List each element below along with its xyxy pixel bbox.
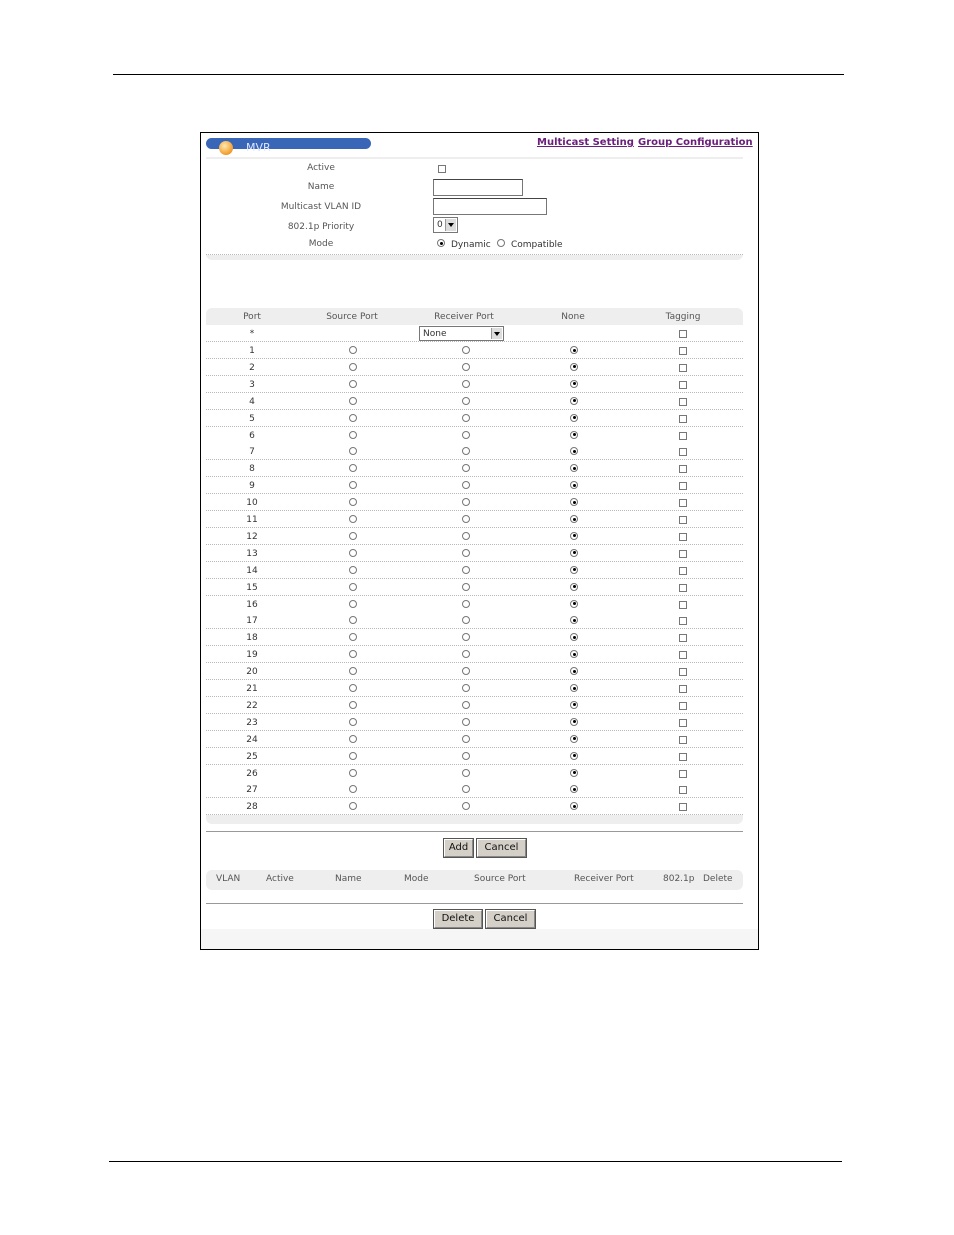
col-receiver-port-vlan: Receiver Port: [574, 874, 634, 884]
receiver-port-radio[interactable]: [462, 363, 470, 371]
none-radio[interactable]: [570, 583, 578, 591]
tagging-checkbox[interactable]: [679, 415, 687, 423]
name-row: [206, 178, 743, 198]
tagging-checkbox[interactable]: [679, 736, 687, 744]
port-table: [206, 308, 743, 824]
tagging-checkbox[interactable]: [679, 702, 687, 710]
port-row: [206, 646, 743, 663]
vlan-id-input[interactable]: [433, 198, 547, 215]
mode-label: Mode: [308, 239, 334, 249]
port-number: 21: [246, 684, 258, 694]
port-row: [206, 697, 743, 714]
tagging-checkbox[interactable]: [679, 432, 687, 440]
none-radio[interactable]: [570, 769, 578, 777]
receiver-port-radio[interactable]: [462, 650, 470, 658]
receiver-port-radio[interactable]: [462, 735, 470, 743]
tagging-checkbox[interactable]: [679, 364, 687, 372]
col-source-port-vlan: Source Port: [474, 874, 526, 884]
tagging-checkbox[interactable]: [679, 347, 687, 355]
mode-dynamic-label: Dynamic: [451, 240, 491, 250]
source-port-radio[interactable]: [349, 769, 357, 777]
tagging-checkbox[interactable]: [679, 601, 687, 609]
port-number: 2: [249, 362, 255, 373]
source-port-radio[interactable]: [349, 380, 357, 388]
none-radio[interactable]: [570, 363, 578, 371]
mode-compatible-label: Compatible: [511, 240, 563, 250]
port-row: [206, 663, 743, 680]
source-port-radio[interactable]: [349, 515, 357, 523]
col-tagging: Tagging: [665, 312, 701, 322]
col-mode: Mode: [404, 874, 429, 884]
none-radio[interactable]: [570, 498, 578, 506]
source-port-radio[interactable]: [349, 616, 357, 624]
port-row: [206, 748, 743, 765]
col-port: Port: [243, 312, 261, 322]
tagging-checkbox[interactable]: [679, 685, 687, 693]
none-radio[interactable]: [570, 701, 578, 709]
tagging-checkbox[interactable]: [679, 634, 687, 642]
priority-value: 0: [437, 220, 443, 230]
port-row: [206, 342, 743, 359]
port-number: 15: [246, 582, 258, 593]
port-row: [206, 596, 743, 613]
mode-compatible-radio[interactable]: [497, 239, 505, 247]
port-number: 14: [246, 565, 258, 576]
port-row: [206, 765, 743, 782]
receiver-port-radio[interactable]: [462, 701, 470, 709]
source-port-radio[interactable]: [349, 447, 357, 455]
tagging-checkbox[interactable]: [679, 584, 687, 592]
mvr-settings-form: [206, 157, 743, 260]
none-radio[interactable]: [570, 447, 578, 455]
source-port-radio[interactable]: [349, 718, 357, 726]
port-row: [206, 798, 743, 815]
tagging-checkbox[interactable]: [679, 770, 687, 778]
none-radio[interactable]: [570, 397, 578, 405]
col-source-port: Source Port: [326, 312, 378, 322]
tagging-checkbox[interactable]: [679, 786, 687, 794]
tagging-checkbox[interactable]: [679, 617, 687, 625]
vlan-label: Multicast VLAN ID: [280, 202, 362, 212]
source-port-radio[interactable]: [349, 414, 357, 422]
source-port-radio[interactable]: [349, 701, 357, 709]
source-port-radio[interactable]: [349, 583, 357, 591]
tagging-checkbox[interactable]: [679, 550, 687, 558]
port-row: [206, 477, 743, 494]
source-port-radio[interactable]: [349, 600, 357, 608]
port-number: 16: [246, 599, 258, 610]
none-radio[interactable]: [570, 785, 578, 793]
receiver-port-radio[interactable]: [462, 549, 470, 557]
source-port-radio[interactable]: [349, 735, 357, 743]
footer-band: [201, 929, 758, 949]
tagging-checkbox[interactable]: [679, 448, 687, 456]
port-row: [206, 376, 743, 393]
receiver-port-radio[interactable]: [462, 532, 470, 540]
source-port-radio[interactable]: [349, 481, 357, 489]
receiver-port-radio[interactable]: [462, 684, 470, 692]
port-row: [206, 612, 743, 629]
name-label: Name: [307, 182, 335, 192]
source-port-radio[interactable]: [349, 802, 357, 810]
all-ports-row: [206, 325, 743, 342]
mode-row: [206, 235, 743, 255]
source-port-radio[interactable]: [349, 566, 357, 574]
tagging-checkbox[interactable]: [679, 668, 687, 676]
tagging-checkbox[interactable]: [679, 803, 687, 811]
none-radio[interactable]: [570, 718, 578, 726]
port-number: 23: [246, 717, 258, 728]
none-radio[interactable]: [570, 684, 578, 692]
col-active: Active: [266, 874, 294, 884]
receiver-port-radio[interactable]: [462, 515, 470, 523]
port-row: [206, 460, 743, 477]
receiver-port-radio[interactable]: [462, 616, 470, 624]
cancel-button[interactable]: Cancel: [477, 839, 526, 857]
port-row: [206, 545, 743, 562]
port-row: [206, 731, 743, 748]
tagging-checkbox[interactable]: [679, 651, 687, 659]
source-port-radio[interactable]: [349, 549, 357, 557]
receiver-port-radio[interactable]: [462, 633, 470, 641]
receiver-port-radio[interactable]: [462, 380, 470, 388]
all-tagging-checkbox[interactable]: [679, 330, 687, 338]
all-receiver-select-value: None: [423, 329, 447, 339]
receiver-port-radio[interactable]: [462, 447, 470, 455]
source-port-radio[interactable]: [349, 785, 357, 793]
port-row: [206, 359, 743, 376]
receiver-port-radio[interactable]: [462, 667, 470, 675]
port-number: 24: [246, 734, 258, 745]
priority-select[interactable]: [433, 217, 458, 233]
col-vlan: VLAN: [216, 874, 241, 884]
port-row: [206, 494, 743, 511]
source-port-radio[interactable]: [349, 684, 357, 692]
source-port-radio[interactable]: [349, 431, 357, 439]
port-number: 25: [246, 751, 258, 762]
col-receiver-port: Receiver Port: [434, 312, 494, 322]
receiver-port-radio[interactable]: [462, 431, 470, 439]
port-number: 28: [246, 802, 258, 813]
port-number: 8: [249, 464, 255, 475]
none-radio[interactable]: [570, 667, 578, 675]
port-table-header: [206, 308, 743, 325]
port-number: 19: [246, 650, 258, 661]
port-number: 26: [246, 768, 258, 779]
port-number: 5: [249, 413, 255, 424]
port-row: [206, 393, 743, 410]
port-row: [206, 781, 743, 798]
port-row: [206, 410, 743, 427]
port-row: [206, 629, 743, 646]
priority-row: [206, 216, 743, 236]
port-number: 10: [246, 498, 258, 509]
none-radio[interactable]: [570, 802, 578, 810]
port-number: 27: [246, 785, 258, 796]
source-port-radio[interactable]: [349, 397, 357, 405]
vlan-table-header: [206, 870, 743, 890]
port-number: 4: [249, 396, 255, 407]
page-title: MVR: [246, 141, 271, 154]
active-label: Active: [307, 163, 335, 173]
tagging-checkbox[interactable]: [679, 398, 687, 406]
tagging-checkbox[interactable]: [679, 499, 687, 507]
receiver-port-radio[interactable]: [462, 346, 470, 354]
port-number: 6: [249, 430, 255, 441]
none-radio[interactable]: [570, 616, 578, 624]
none-radio[interactable]: [570, 464, 578, 472]
name-input[interactable]: [433, 179, 523, 196]
port-number: 3: [249, 379, 255, 390]
port-number: 12: [246, 531, 258, 542]
cancel-delete-button[interactable]: Cancel: [486, 910, 535, 928]
none-radio[interactable]: [570, 431, 578, 439]
divider: [206, 831, 743, 832]
tagging-checkbox[interactable]: [679, 482, 687, 490]
receiver-port-radio[interactable]: [462, 498, 470, 506]
source-port-radio[interactable]: [349, 667, 357, 675]
none-radio[interactable]: [570, 515, 578, 523]
port-number: 9: [249, 481, 255, 492]
port-number: 13: [246, 548, 258, 559]
none-radio[interactable]: [570, 633, 578, 641]
active-checkbox[interactable]: [438, 165, 446, 173]
page-header-rule: [113, 74, 844, 75]
tagging-checkbox[interactable]: [679, 516, 687, 524]
port-row: [206, 714, 743, 731]
all-ports-marker: *: [249, 329, 255, 339]
port-row: [206, 562, 743, 579]
tagging-checkbox[interactable]: [679, 533, 687, 541]
source-port-radio[interactable]: [349, 498, 357, 506]
port-number: 17: [246, 616, 258, 627]
receiver-port-radio[interactable]: [462, 464, 470, 472]
col-priority: 802.1p: [663, 874, 695, 884]
receiver-port-radio[interactable]: [462, 752, 470, 760]
tagging-checkbox[interactable]: [679, 465, 687, 473]
source-port-radio[interactable]: [349, 346, 357, 354]
port-row: [206, 579, 743, 596]
chevron-down-icon: [491, 328, 502, 339]
receiver-port-radio[interactable]: [462, 414, 470, 422]
receiver-port-radio[interactable]: [462, 566, 470, 574]
receiver-port-radio[interactable]: [462, 583, 470, 591]
mode-dynamic-radio[interactable]: [437, 239, 445, 247]
none-radio[interactable]: [570, 735, 578, 743]
all-receiver-select[interactable]: [419, 326, 504, 341]
receiver-port-radio[interactable]: [462, 769, 470, 777]
port-number: 20: [246, 667, 258, 678]
col-delete: Delete: [703, 874, 733, 884]
tagging-checkbox[interactable]: [679, 567, 687, 575]
page-footer-rule: [109, 1161, 842, 1162]
multicast-setting-link[interactable]: Multicast Setting: [537, 137, 634, 148]
receiver-port-radio[interactable]: [462, 600, 470, 608]
none-radio[interactable]: [570, 566, 578, 574]
port-number: 1: [249, 346, 255, 356]
add-button[interactable]: Add: [444, 839, 473, 857]
tagging-checkbox[interactable]: [679, 381, 687, 389]
mvr-screen: [200, 132, 759, 950]
receiver-port-radio[interactable]: [462, 718, 470, 726]
none-radio[interactable]: [570, 481, 578, 489]
tagging-checkbox[interactable]: [679, 753, 687, 761]
source-port-radio[interactable]: [349, 633, 357, 641]
none-radio[interactable]: [570, 549, 578, 557]
none-radio[interactable]: [570, 600, 578, 608]
source-port-radio[interactable]: [349, 532, 357, 540]
receiver-port-radio[interactable]: [462, 802, 470, 810]
group-configuration-link[interactable]: Group Configuration: [638, 137, 753, 148]
none-radio[interactable]: [570, 414, 578, 422]
chevron-down-icon: [445, 219, 456, 231]
none-radio[interactable]: [570, 650, 578, 658]
port-number: 7: [249, 447, 255, 458]
tagging-checkbox[interactable]: [679, 719, 687, 727]
col-none: None: [561, 312, 585, 322]
title-bar: [206, 138, 371, 154]
none-radio[interactable]: [570, 346, 578, 354]
delete-button[interactable]: Delete: [434, 910, 482, 928]
source-port-radio[interactable]: [349, 363, 357, 371]
receiver-port-radio[interactable]: [462, 785, 470, 793]
priority-label: 802.1p Priority: [287, 222, 355, 232]
active-row: [206, 159, 743, 179]
port-number: 18: [246, 633, 258, 644]
port-number: 11: [246, 515, 258, 525]
receiver-port-radio[interactable]: [462, 397, 470, 405]
source-port-radio[interactable]: [349, 464, 357, 472]
title-bullet-icon: [219, 141, 233, 155]
port-row: [206, 511, 743, 528]
port-row: [206, 443, 743, 460]
none-radio[interactable]: [570, 752, 578, 760]
receiver-port-radio[interactable]: [462, 481, 470, 489]
none-radio[interactable]: [570, 532, 578, 540]
port-row: [206, 427, 743, 444]
source-port-radio[interactable]: [349, 752, 357, 760]
port-row: [206, 528, 743, 545]
port-row: [206, 680, 743, 697]
vlan-row: [206, 197, 743, 217]
none-radio[interactable]: [570, 380, 578, 388]
port-number: 22: [246, 700, 258, 711]
source-port-radio[interactable]: [349, 650, 357, 658]
divider: [206, 903, 743, 904]
col-name: Name: [335, 874, 362, 884]
